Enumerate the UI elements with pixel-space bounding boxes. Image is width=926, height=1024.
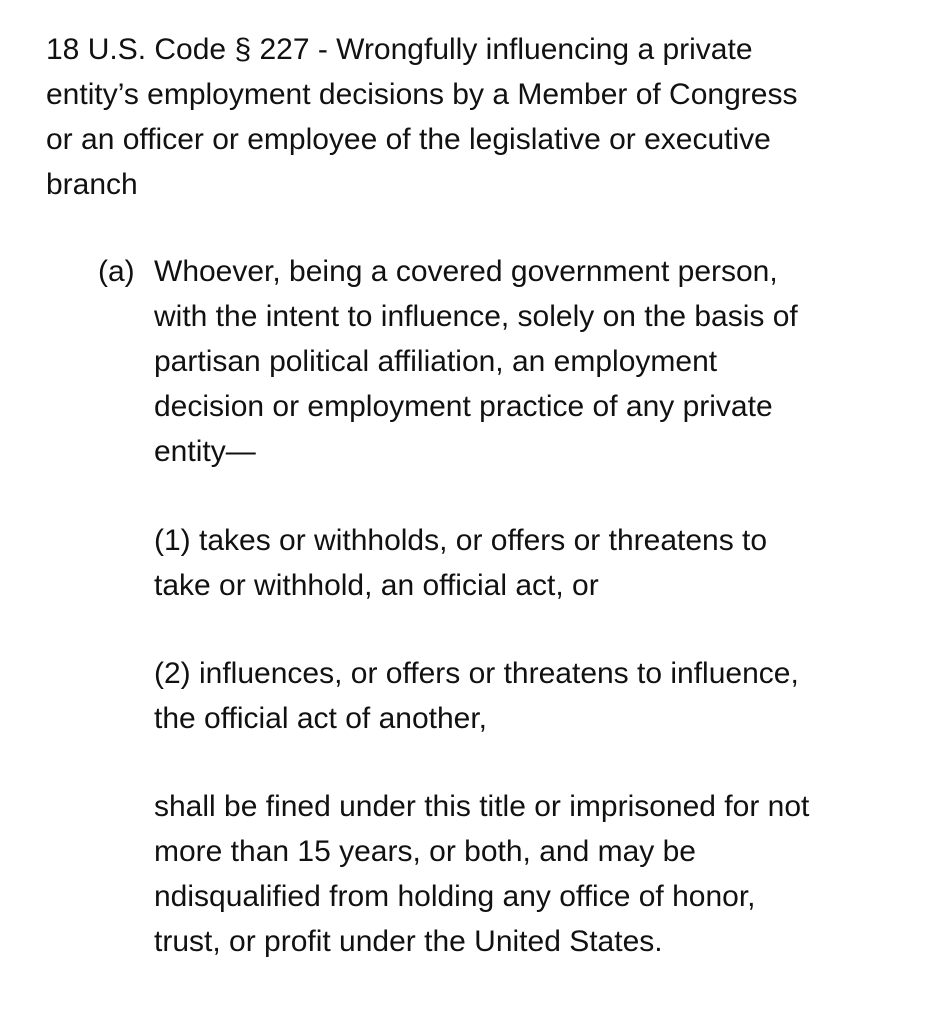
penalty-line: more than 15 years, or both, and may be: [154, 835, 696, 868]
intro-line: Whoever, being a covered government person,: [154, 255, 778, 288]
intro-line: with the intent to influence, solely on the basis of: [154, 300, 798, 333]
clause-1-line: (1) takes or withholds, or offers or threatens to: [154, 524, 768, 557]
title-line: entity’s employment decisions by a Member of Congress: [46, 78, 798, 111]
clause-2-line: the official act of another,: [154, 702, 488, 735]
clause-1: [154, 518, 894, 608]
statute-title: [46, 27, 906, 207]
clause-1-line: take or withhold, an official act, or: [154, 569, 599, 602]
intro-line: entity—: [154, 435, 256, 468]
title-line: branch: [46, 168, 138, 201]
title-line: or an officer or employee of the legislative or executive: [46, 123, 771, 156]
title-line: 18 U.S. Code § 227 - Wrongfully influencing a private: [46, 33, 753, 66]
penalty-line: ndisqualified from holding any office of honor,: [154, 880, 756, 913]
intro-line: partisan political affiliation, an employment: [154, 345, 718, 378]
penalty-paragraph: [154, 784, 894, 964]
subsection-label: (a): [98, 255, 135, 288]
clause-2-line: (2) influences, or offers or threatens to influence,: [154, 657, 799, 690]
subsection-intro: [154, 249, 884, 474]
penalty-line: shall be fined under this title or imprisoned for not: [154, 790, 810, 823]
clause-2: [154, 651, 894, 741]
intro-line: decision or employment practice of any private: [154, 390, 773, 423]
penalty-line: trust, or profit under the United States.: [154, 925, 663, 958]
